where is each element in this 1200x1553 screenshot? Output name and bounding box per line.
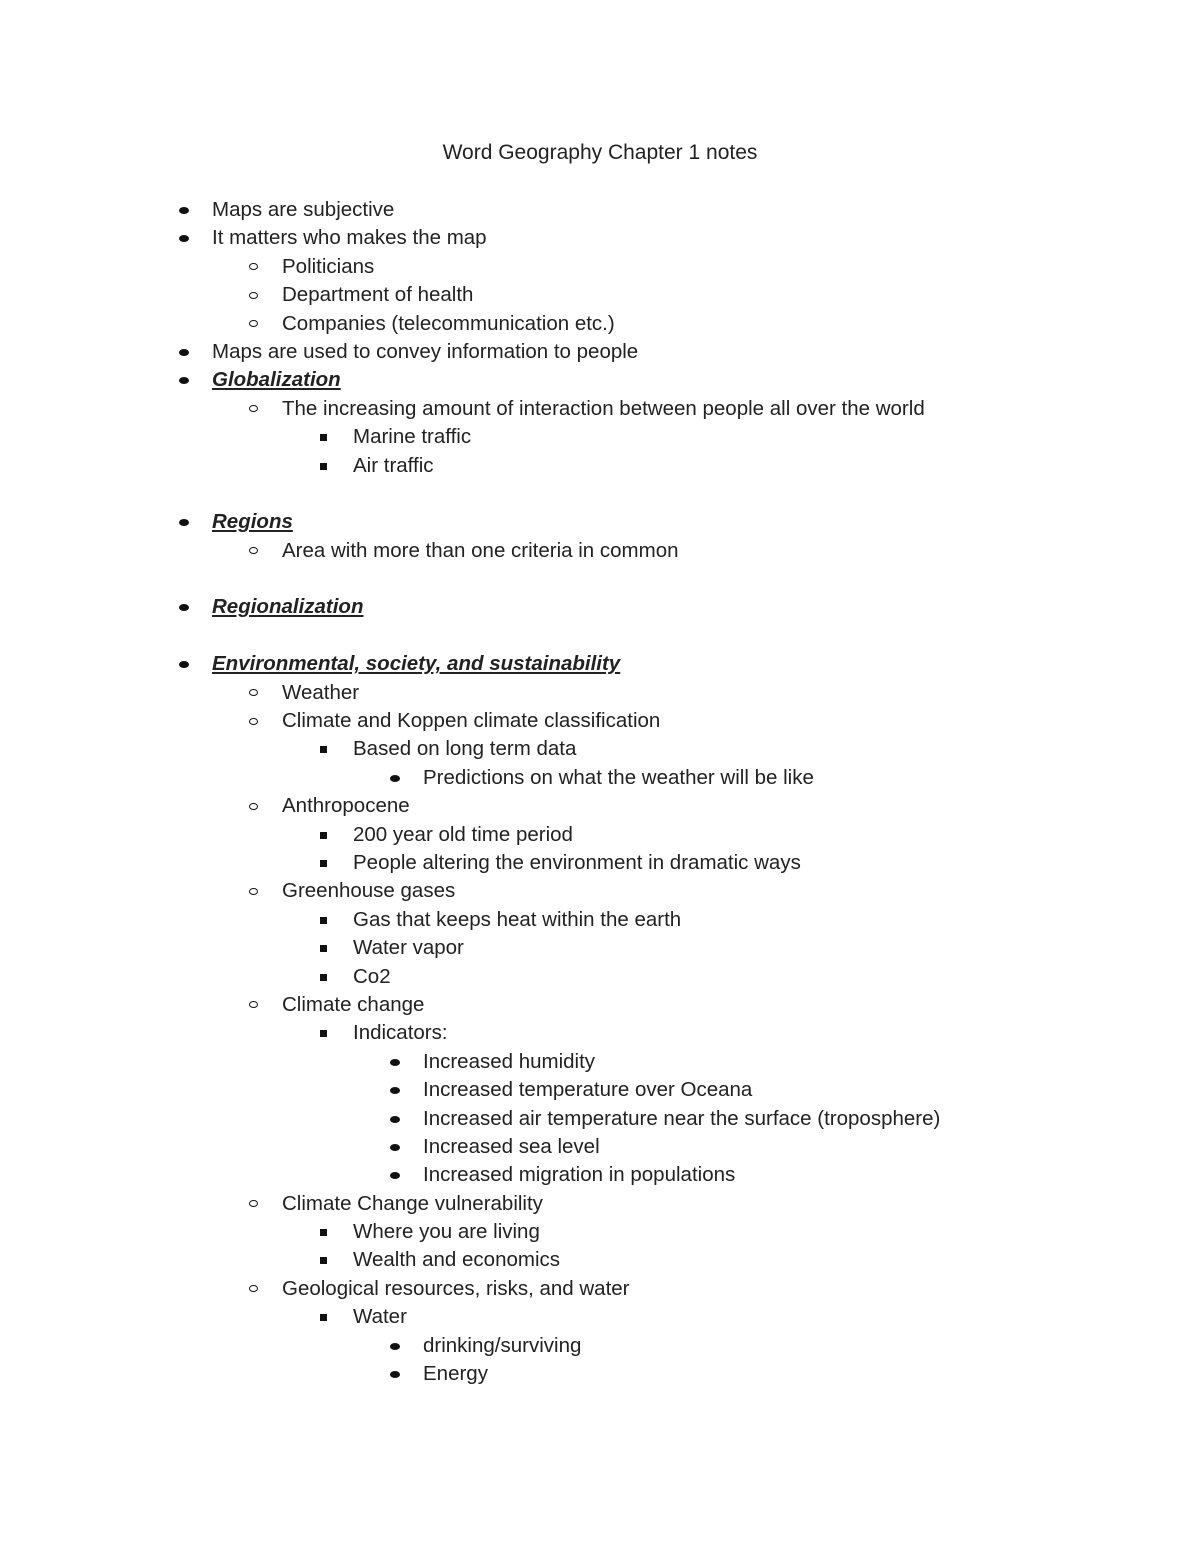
square-bullet-icon — [318, 934, 332, 962]
list-item — [0, 1275, 1200, 1303]
list-item-text: Companies (telecommunication etc.) — [282, 311, 615, 335]
square-bullet-icon — [318, 906, 332, 934]
list-item-text: Politicians — [282, 254, 375, 278]
disc-bullet-icon — [389, 764, 403, 792]
circle-bullet-icon — [248, 679, 262, 707]
list-item — [0, 537, 1200, 565]
circle-bullet-icon — [248, 792, 262, 820]
section-heading-text: Regionalization — [212, 595, 364, 619]
list-item — [0, 1161, 1200, 1189]
section-heading-text: Environmental, society, and sustainability — [212, 652, 621, 676]
list-item — [0, 679, 1200, 707]
list-item — [0, 1019, 1200, 1047]
list-item-text: Wealth and economics — [353, 1248, 561, 1272]
disc-bullet-icon — [389, 1076, 403, 1104]
list-item — [0, 196, 1200, 224]
list-item — [0, 792, 1200, 820]
list-item-text: Geological resources, risks, and water — [282, 1276, 630, 1300]
list-item — [0, 1246, 1200, 1274]
list-item — [0, 1048, 1200, 1076]
list-item — [0, 906, 1200, 934]
document-title: Word Geography Chapter 1 notes — [442, 141, 758, 164]
list-item-text: Increased migration in populations — [423, 1163, 736, 1187]
list-item-text: Climate and Koppen climate classification — [282, 709, 661, 733]
circle-bullet-icon — [248, 537, 262, 565]
list-item-text: 200 year old time period — [353, 822, 573, 846]
list-item-text: Greenhouse gases — [282, 879, 456, 903]
disc-bullet-icon — [178, 366, 192, 394]
square-bullet-icon — [318, 1218, 332, 1246]
circle-bullet-icon — [248, 281, 262, 309]
section-heading-item — [0, 366, 1200, 394]
list-item — [0, 281, 1200, 309]
circle-bullet-icon — [248, 1275, 262, 1303]
list-item-text: Marine traffic — [353, 425, 472, 449]
circle-bullet-icon — [248, 707, 262, 735]
list-item-text: Weather — [282, 680, 360, 704]
list-item — [0, 1133, 1200, 1161]
square-bullet-icon — [318, 1246, 332, 1274]
circle-bullet-icon — [248, 253, 262, 281]
list-item — [0, 253, 1200, 281]
list-item — [0, 963, 1200, 991]
list-item-text: Department of health — [282, 283, 474, 307]
square-bullet-icon — [318, 452, 332, 480]
circle-bullet-icon — [248, 877, 262, 905]
circle-bullet-icon — [248, 395, 262, 423]
blank-line — [0, 622, 1200, 650]
list-item-text: Co2 — [353, 964, 391, 988]
list-item-text: The increasing amount of interaction between people all over the world — [282, 396, 925, 420]
section-heading-text: Globalization — [212, 368, 341, 392]
blank-line — [0, 480, 1200, 508]
square-bullet-icon — [318, 1019, 332, 1047]
list-item-text: Water vapor — [353, 936, 464, 960]
list-item-text: Water — [353, 1305, 407, 1329]
list-item-text: Area with more than one criteria in common — [282, 538, 679, 562]
list-item — [0, 310, 1200, 338]
list-item — [0, 764, 1200, 792]
list-item-text: Increased humidity — [423, 1049, 596, 1073]
list-item — [0, 1218, 1200, 1246]
list-item-text: Indicators: — [353, 1021, 448, 1045]
list-item — [0, 991, 1200, 1019]
list-item-text: Increased temperature over Oceana — [423, 1078, 753, 1102]
list-item — [0, 1105, 1200, 1133]
list-item-text: Increased air temperature near the surface (troposphere) — [423, 1106, 941, 1130]
disc-bullet-icon — [389, 1133, 403, 1161]
disc-bullet-icon — [389, 1360, 403, 1388]
list-item — [0, 452, 1200, 480]
list-item — [0, 338, 1200, 366]
list-item-text: Anthropocene — [282, 794, 410, 818]
list-item-text: Air traffic — [353, 453, 434, 477]
list-item — [0, 934, 1200, 962]
section-heading-item — [0, 593, 1200, 621]
list-item-text: Predictions on what the weather will be like — [423, 765, 814, 789]
section-heading-text: Regions — [212, 510, 293, 534]
list-item-text: Increased sea level — [423, 1134, 600, 1158]
circle-bullet-icon — [248, 991, 262, 1019]
disc-bullet-icon — [178, 338, 192, 366]
square-bullet-icon — [318, 821, 332, 849]
section-heading-item — [0, 508, 1200, 536]
list-item — [0, 849, 1200, 877]
list-item-text: drinking/surviving — [423, 1333, 582, 1357]
list-item — [0, 1303, 1200, 1331]
disc-bullet-icon — [389, 1161, 403, 1189]
list-item-text: Based on long term data — [353, 737, 577, 761]
circle-bullet-icon — [248, 1190, 262, 1218]
list-item — [0, 821, 1200, 849]
disc-bullet-icon — [389, 1332, 403, 1360]
disc-bullet-icon — [389, 1048, 403, 1076]
list-item-text: People altering the environment in dramatic ways — [353, 850, 801, 874]
square-bullet-icon — [318, 735, 332, 763]
list-item — [0, 877, 1200, 905]
list-item — [0, 1332, 1200, 1360]
disc-bullet-icon — [178, 196, 192, 224]
square-bullet-icon — [318, 423, 332, 451]
disc-bullet-icon — [178, 650, 192, 678]
list-item-text: Where you are living — [353, 1220, 540, 1244]
notes-list — [0, 196, 1200, 1388]
list-item — [0, 707, 1200, 735]
disc-bullet-icon — [178, 593, 192, 621]
list-item-text: Climate Change vulnerability — [282, 1191, 543, 1215]
list-item-text: Maps are subjective — [212, 198, 395, 221]
list-item — [0, 1190, 1200, 1218]
list-item — [0, 1076, 1200, 1104]
list-item-text: Gas that keeps heat within the earth — [353, 907, 682, 931]
square-bullet-icon — [318, 849, 332, 877]
list-item — [0, 224, 1200, 252]
square-bullet-icon — [318, 1303, 332, 1331]
list-item-text: Energy — [423, 1362, 488, 1386]
disc-bullet-icon — [389, 1105, 403, 1133]
list-item-text: It matters who makes the map — [212, 226, 487, 250]
list-item — [0, 735, 1200, 763]
section-heading-item — [0, 650, 1200, 678]
disc-bullet-icon — [178, 508, 192, 536]
list-item-text: Maps are used to convey information to people — [212, 339, 639, 363]
circle-bullet-icon — [248, 310, 262, 338]
blank-line — [0, 565, 1200, 593]
list-item — [0, 395, 1200, 423]
list-item — [0, 1360, 1200, 1388]
list-item — [0, 423, 1200, 451]
disc-bullet-icon — [178, 224, 192, 252]
square-bullet-icon — [318, 963, 332, 991]
list-item-text: Climate change — [282, 992, 425, 1016]
